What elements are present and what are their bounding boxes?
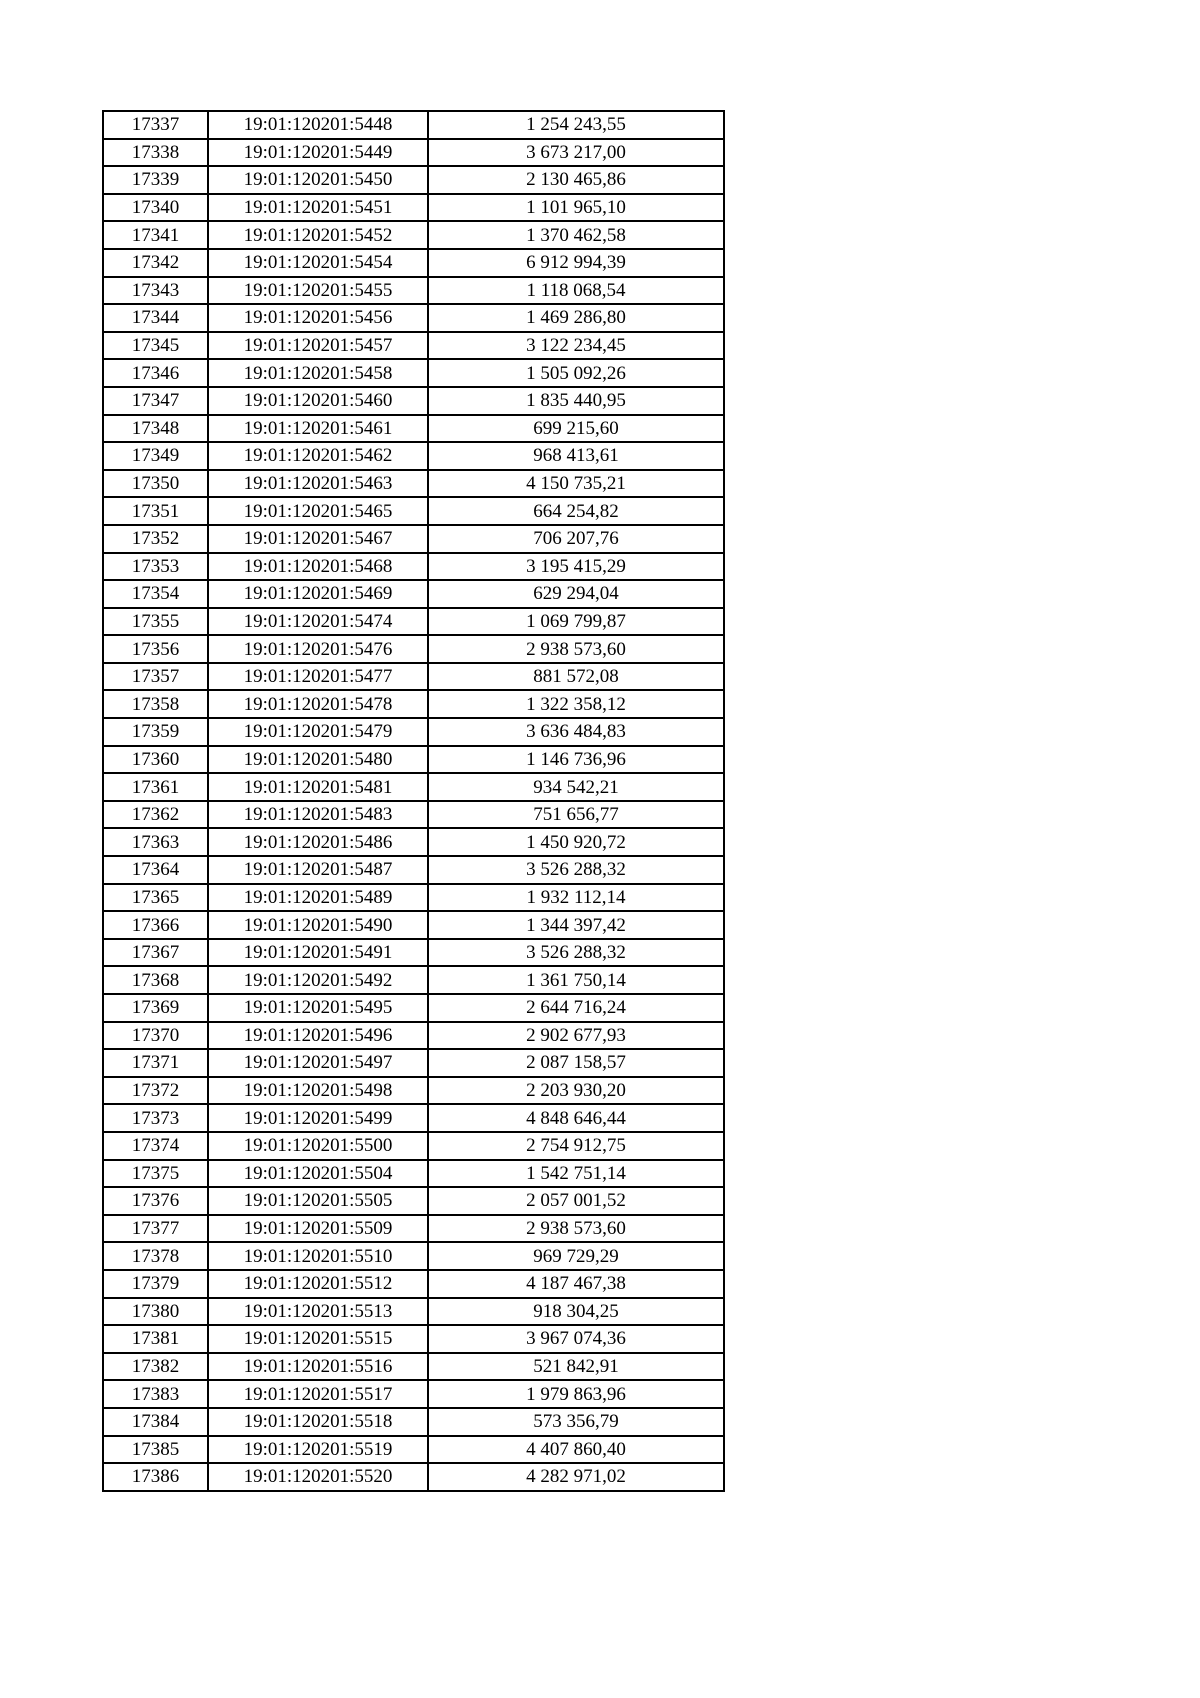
row-number-cell: 17349 [103, 442, 208, 470]
value-cell: 3 122 234,45 [428, 332, 724, 360]
value-cell: 521 842,91 [428, 1353, 724, 1381]
cadastral-number-cell: 19:01:120201:5449 [208, 139, 428, 167]
table-row [103, 1187, 724, 1215]
row-number-cell: 17372 [103, 1077, 208, 1105]
value-cell: 969 729,29 [428, 1242, 724, 1270]
value-cell: 573 356,79 [428, 1408, 724, 1436]
row-number-cell: 17367 [103, 939, 208, 967]
value-cell: 1 469 286,80 [428, 304, 724, 332]
value-cell: 1 101 965,10 [428, 194, 724, 222]
cadastral-number-cell: 19:01:120201:5512 [208, 1270, 428, 1298]
cadastral-number-cell: 19:01:120201:5480 [208, 746, 428, 774]
cadastral-number-cell: 19:01:120201:5517 [208, 1380, 428, 1408]
cadastral-number-cell: 19:01:120201:5458 [208, 359, 428, 387]
cadastral-number-cell: 19:01:120201:5477 [208, 663, 428, 691]
row-number-cell: 17364 [103, 856, 208, 884]
value-cell: 1 835 440,95 [428, 387, 724, 415]
row-number-cell: 17361 [103, 773, 208, 801]
value-cell: 3 526 288,32 [428, 856, 724, 884]
cadastral-number-cell: 19:01:120201:5461 [208, 415, 428, 443]
table-row [103, 994, 724, 1022]
row-number-cell: 17344 [103, 304, 208, 332]
row-number-cell: 17365 [103, 884, 208, 912]
row-number-cell: 17339 [103, 166, 208, 194]
cadastral-number-cell: 19:01:120201:5476 [208, 635, 428, 663]
row-number-cell: 17340 [103, 194, 208, 222]
cadastral-number-cell: 19:01:120201:5457 [208, 332, 428, 360]
cadastral-number-cell: 19:01:120201:5478 [208, 690, 428, 718]
cadastral-number-cell: 19:01:120201:5460 [208, 387, 428, 415]
table-row [103, 1242, 724, 1270]
cadastral-number-cell: 19:01:120201:5469 [208, 580, 428, 608]
cadastral-number-cell: 19:01:120201:5516 [208, 1353, 428, 1381]
row-number-cell: 17381 [103, 1325, 208, 1353]
cadastral-number-cell: 19:01:120201:5497 [208, 1049, 428, 1077]
value-cell: 1 361 750,14 [428, 966, 724, 994]
value-cell: 918 304,25 [428, 1298, 724, 1326]
value-cell: 934 542,21 [428, 773, 724, 801]
table-row [103, 359, 724, 387]
table-row [103, 1463, 724, 1491]
value-cell: 2 057 001,52 [428, 1187, 724, 1215]
cadastral-number-cell: 19:01:120201:5490 [208, 911, 428, 939]
value-cell: 1 979 863,96 [428, 1380, 724, 1408]
value-cell: 1 932 112,14 [428, 884, 724, 912]
row-number-cell: 17375 [103, 1160, 208, 1188]
table-row [103, 332, 724, 360]
row-number-cell: 17360 [103, 746, 208, 774]
value-cell: 4 848 646,44 [428, 1104, 724, 1132]
table-row [103, 304, 724, 332]
table-row [103, 387, 724, 415]
cadastral-number-cell: 19:01:120201:5452 [208, 221, 428, 249]
value-cell: 2 938 573,60 [428, 1215, 724, 1243]
row-number-cell: 17378 [103, 1242, 208, 1270]
table-row [103, 1104, 724, 1132]
table-row [103, 663, 724, 691]
value-cell: 751 656,77 [428, 801, 724, 829]
cadastral-number-cell: 19:01:120201:5486 [208, 828, 428, 856]
value-cell: 1 069 799,87 [428, 608, 724, 636]
value-cell: 1 450 920,72 [428, 828, 724, 856]
row-number-cell: 17350 [103, 470, 208, 498]
cadastral-number-cell: 19:01:120201:5504 [208, 1160, 428, 1188]
cadastral-number-cell: 19:01:120201:5495 [208, 994, 428, 1022]
row-number-cell: 17366 [103, 911, 208, 939]
value-cell: 6 912 994,39 [428, 249, 724, 277]
table-row [103, 553, 724, 581]
value-cell: 1 254 243,55 [428, 111, 724, 139]
table-row [103, 856, 724, 884]
row-number-cell: 17347 [103, 387, 208, 415]
table-row [103, 801, 724, 829]
table-row [103, 166, 724, 194]
cadastral-number-cell: 19:01:120201:5498 [208, 1077, 428, 1105]
cadastral-number-cell: 19:01:120201:5483 [208, 801, 428, 829]
value-cell: 3 673 217,00 [428, 139, 724, 167]
cadastral-number-cell: 19:01:120201:5463 [208, 470, 428, 498]
row-number-cell: 17355 [103, 608, 208, 636]
row-number-cell: 17352 [103, 525, 208, 553]
value-cell: 706 207,76 [428, 525, 724, 553]
table-row [103, 497, 724, 525]
value-cell: 2 644 716,24 [428, 994, 724, 1022]
value-cell: 3 636 484,83 [428, 718, 724, 746]
table-row [103, 608, 724, 636]
row-number-cell: 17370 [103, 1022, 208, 1050]
row-number-cell: 17383 [103, 1380, 208, 1408]
table-row [103, 139, 724, 167]
table-row [103, 1408, 724, 1436]
row-number-cell: 17374 [103, 1132, 208, 1160]
row-number-cell: 17351 [103, 497, 208, 525]
cadastral-number-cell: 19:01:120201:5456 [208, 304, 428, 332]
table-row [103, 1049, 724, 1077]
value-cell: 1 542 751,14 [428, 1160, 724, 1188]
row-number-cell: 17385 [103, 1436, 208, 1464]
table-row [103, 1436, 724, 1464]
table-row [103, 718, 724, 746]
table-row [103, 966, 724, 994]
table-row [103, 194, 724, 222]
cadastral-number-cell: 19:01:120201:5455 [208, 277, 428, 305]
cadastral-number-cell: 19:01:120201:5520 [208, 1463, 428, 1491]
table-row [103, 939, 724, 967]
cadastral-number-cell: 19:01:120201:5519 [208, 1436, 428, 1464]
cadastral-number-cell: 19:01:120201:5468 [208, 553, 428, 581]
row-number-cell: 17342 [103, 249, 208, 277]
table-row [103, 1022, 724, 1050]
value-cell: 2 203 930,20 [428, 1077, 724, 1105]
value-cell: 3 967 074,36 [428, 1325, 724, 1353]
row-number-cell: 17358 [103, 690, 208, 718]
cadastral-number-cell: 19:01:120201:5491 [208, 939, 428, 967]
row-number-cell: 17377 [103, 1215, 208, 1243]
table-row [103, 1380, 724, 1408]
cadastral-number-cell: 19:01:120201:5513 [208, 1298, 428, 1326]
row-number-cell: 17368 [103, 966, 208, 994]
table-row [103, 1353, 724, 1381]
value-cell: 664 254,82 [428, 497, 724, 525]
cadastral-number-cell: 19:01:120201:5467 [208, 525, 428, 553]
cadastral-number-cell: 19:01:120201:5474 [208, 608, 428, 636]
row-number-cell: 17369 [103, 994, 208, 1022]
row-number-cell: 17337 [103, 111, 208, 139]
row-number-cell: 17382 [103, 1353, 208, 1381]
table-row [103, 1270, 724, 1298]
value-cell: 4 407 860,40 [428, 1436, 724, 1464]
value-cell: 1 118 068,54 [428, 277, 724, 305]
cadastral-number-cell: 19:01:120201:5492 [208, 966, 428, 994]
row-number-cell: 17341 [103, 221, 208, 249]
row-number-cell: 17348 [103, 415, 208, 443]
value-cell: 1 505 092,26 [428, 359, 724, 387]
cadastral-number-cell: 19:01:120201:5518 [208, 1408, 428, 1436]
table-row [103, 1215, 724, 1243]
row-number-cell: 17380 [103, 1298, 208, 1326]
table-row [103, 111, 724, 139]
value-cell: 2 087 158,57 [428, 1049, 724, 1077]
value-cell: 881 572,08 [428, 663, 724, 691]
value-cell: 699 215,60 [428, 415, 724, 443]
row-number-cell: 17379 [103, 1270, 208, 1298]
value-cell: 2 130 465,86 [428, 166, 724, 194]
row-number-cell: 17362 [103, 801, 208, 829]
cadastral-number-cell: 19:01:120201:5496 [208, 1022, 428, 1050]
row-number-cell: 17386 [103, 1463, 208, 1491]
row-number-cell: 17346 [103, 359, 208, 387]
row-number-cell: 17376 [103, 1187, 208, 1215]
cadastral-number-cell: 19:01:120201:5505 [208, 1187, 428, 1215]
value-cell: 3 195 415,29 [428, 553, 724, 581]
table-row [103, 221, 724, 249]
table-row [103, 1325, 724, 1353]
value-cell: 4 187 467,38 [428, 1270, 724, 1298]
table-row [103, 1298, 724, 1326]
value-cell: 2 754 912,75 [428, 1132, 724, 1160]
table-row [103, 442, 724, 470]
cadastral-number-cell: 19:01:120201:5500 [208, 1132, 428, 1160]
table-row [103, 277, 724, 305]
value-cell: 4 282 971,02 [428, 1463, 724, 1491]
table-row [103, 249, 724, 277]
table-row [103, 1077, 724, 1105]
row-number-cell: 17356 [103, 635, 208, 663]
value-cell: 3 526 288,32 [428, 939, 724, 967]
value-cell: 1 344 397,42 [428, 911, 724, 939]
cadastral-number-cell: 19:01:120201:5515 [208, 1325, 428, 1353]
cadastral-number-cell: 19:01:120201:5509 [208, 1215, 428, 1243]
row-number-cell: 17338 [103, 139, 208, 167]
cadastral-number-cell: 19:01:120201:5499 [208, 1104, 428, 1132]
table-row [103, 746, 724, 774]
row-number-cell: 17384 [103, 1408, 208, 1436]
cadastral-number-cell: 19:01:120201:5481 [208, 773, 428, 801]
table-row [103, 1160, 724, 1188]
row-number-cell: 17345 [103, 332, 208, 360]
cadastral-number-cell: 19:01:120201:5489 [208, 884, 428, 912]
table-row [103, 1132, 724, 1160]
cadastral-number-cell: 19:01:120201:5451 [208, 194, 428, 222]
value-cell: 1 322 358,12 [428, 690, 724, 718]
table-row [103, 580, 724, 608]
table-row [103, 690, 724, 718]
row-number-cell: 17343 [103, 277, 208, 305]
row-number-cell: 17363 [103, 828, 208, 856]
cadastral-number-cell: 19:01:120201:5450 [208, 166, 428, 194]
cadastral-number-cell: 19:01:120201:5462 [208, 442, 428, 470]
row-number-cell: 17354 [103, 580, 208, 608]
table-row [103, 911, 724, 939]
cadastral-number-cell: 19:01:120201:5448 [208, 111, 428, 139]
value-cell: 1 370 462,58 [428, 221, 724, 249]
value-cell: 4 150 735,21 [428, 470, 724, 498]
value-cell: 629 294,04 [428, 580, 724, 608]
cadastral-number-cell: 19:01:120201:5465 [208, 497, 428, 525]
row-number-cell: 17357 [103, 663, 208, 691]
row-number-cell: 17353 [103, 553, 208, 581]
table-row [103, 415, 724, 443]
cadastral-number-cell: 19:01:120201:5487 [208, 856, 428, 884]
value-cell: 968 413,61 [428, 442, 724, 470]
table-row [103, 773, 724, 801]
value-cell: 1 146 736,96 [428, 746, 724, 774]
value-cell: 2 902 677,93 [428, 1022, 724, 1050]
cadastral-number-cell: 19:01:120201:5454 [208, 249, 428, 277]
row-number-cell: 17373 [103, 1104, 208, 1132]
table-row [103, 635, 724, 663]
row-number-cell: 17359 [103, 718, 208, 746]
table-row [103, 470, 724, 498]
cadastral-value-table [102, 110, 725, 1492]
cadastral-number-cell: 19:01:120201:5479 [208, 718, 428, 746]
table-body [103, 111, 724, 1491]
cadastral-number-cell: 19:01:120201:5510 [208, 1242, 428, 1270]
row-number-cell: 17371 [103, 1049, 208, 1077]
table-row [103, 525, 724, 553]
table-row [103, 884, 724, 912]
table-row [103, 828, 724, 856]
value-cell: 2 938 573,60 [428, 635, 724, 663]
